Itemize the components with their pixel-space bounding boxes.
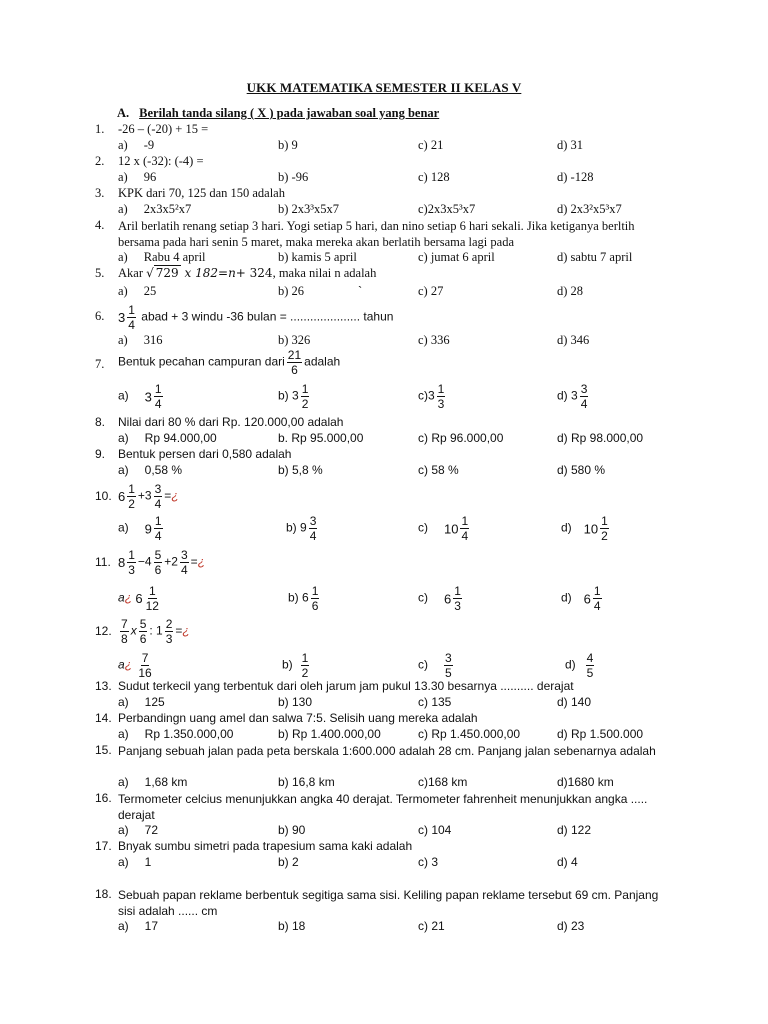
option-b[interactable]: b) 326 bbox=[278, 333, 311, 347]
question-text: Aril berlatih renang setiap 3 hari. Yogi setiap 5 hari, dan nino setiap 6 hari sekali. Jika ketiganya berltih bersama pada hari senin 5 maret, maka mereka akan berlatih bersama lagi pada bbox=[118, 219, 635, 249]
option-c[interactable]: c) 6 $\frac{1}{3}$ bbox=[418, 584, 461, 613]
question-number: 13. bbox=[95, 679, 112, 693]
question-number: 3. bbox=[95, 186, 105, 200]
question-text: Perbandingn uang amel dan salwa 7:5. Selisih uang mereka adalah bbox=[118, 711, 478, 725]
option-c[interactable]: c) 104 bbox=[418, 823, 452, 837]
option-a[interactable]: a¿ 6 $\frac{1}{12}$ bbox=[118, 584, 159, 613]
option-b[interactable]: b) 9 $\frac{3}{4}$ bbox=[286, 514, 317, 543]
option-c[interactable]: c) 3 bbox=[418, 855, 439, 869]
question-text: Bnyak sumbu simetri pada trapesium sama kaki adalah bbox=[118, 839, 413, 853]
option-b[interactable]: b. Rp 95.000,00 bbox=[278, 431, 364, 445]
option-a[interactable]: a) 1 bbox=[118, 855, 152, 869]
option-a[interactable]: a) 2x3x5²x7 bbox=[118, 202, 192, 216]
page-title: UKK MATEMATIKA SEMESTER II KELAS V bbox=[246, 80, 522, 95]
question-text: -26 – (-20) + 15 = bbox=[118, 122, 209, 136]
option-b[interactable]: b) $\frac{1}{2}$ bbox=[282, 651, 309, 680]
option-a[interactable]: a) 72 bbox=[118, 823, 159, 837]
option-d[interactable]: d) 2x3²x5³x7 bbox=[557, 202, 622, 216]
option-c[interactable]: c) $\frac{3}{5}$ bbox=[418, 651, 452, 680]
option-d[interactable]: d) 346 bbox=[557, 333, 590, 347]
question-number: 9. bbox=[95, 447, 106, 461]
option-d[interactable]: d) $\frac{4}{5}$ bbox=[565, 651, 594, 680]
option-a[interactable]: a) 316 bbox=[118, 333, 163, 347]
question-text: Panjang sebuah jalan pada peta berskala 1:600.000 adalah 28 cm. Panjang jalan sebenarnya adalah bbox=[118, 744, 656, 758]
option-d[interactable]: d) Rp 98.000,00 bbox=[557, 431, 644, 445]
option-d[interactable]: d) 31 bbox=[557, 138, 584, 152]
option-c[interactable]: c) Rp 96.000,00 bbox=[418, 431, 504, 445]
option-c[interactable]: c) 21 bbox=[418, 919, 445, 933]
question-number: 2. bbox=[95, 154, 105, 168]
question-number: 18. bbox=[95, 887, 112, 901]
option-d[interactable]: d) 23 bbox=[557, 919, 585, 933]
instruction bbox=[117, 106, 439, 121]
option-a[interactable]: a) 125 bbox=[118, 695, 165, 709]
option-d[interactable]: d) 3 $\frac{3}{4}$ bbox=[557, 382, 588, 411]
option-b[interactable]: b) -96 bbox=[278, 170, 309, 184]
option-b[interactable]: b) 6 $\frac{1}{6}$ bbox=[288, 584, 319, 613]
option-c[interactable]: c) 58 % bbox=[418, 463, 459, 477]
question-number: 10. bbox=[95, 489, 112, 503]
option-b[interactable]: b) 3 $\frac{1}{2}$ bbox=[278, 382, 309, 411]
question-text: 12 x (-32): (-4) = bbox=[118, 154, 204, 168]
question-number: 16. bbox=[95, 791, 112, 805]
option-d[interactable]: d) 140 bbox=[557, 695, 592, 709]
question-text: Akar √ 729 x 182=n+ 324, maka nilai n adalah bbox=[118, 266, 377, 280]
question-text: Bentuk persen dari 0,580 adalah bbox=[118, 447, 292, 461]
option-c[interactable]: c) jumat 6 april bbox=[418, 250, 495, 264]
option-d[interactable]: d)1680 km bbox=[557, 775, 614, 789]
option-d[interactable]: d) 28 bbox=[557, 284, 584, 298]
option-d[interactable]: d) 10 $\frac{1}{2}$ bbox=[561, 514, 608, 543]
option-a[interactable]: a) Rabu 4 april bbox=[118, 250, 206, 264]
question-text: Nilai dari 80 % dari Rp. 120.000,00 adalah bbox=[118, 415, 344, 429]
question-text: Sebuah papan reklame berbentuk segitiga sama sisi. Keliling papan reklame tersebut 69 cm. Panjang sisi adalah ...... cm bbox=[118, 888, 659, 918]
question-number: 11. bbox=[95, 555, 111, 569]
option-c[interactable]: c)3 $\frac{1}{3}$ bbox=[418, 382, 445, 411]
option-c[interactable]: c) 128 bbox=[418, 170, 450, 184]
question-text: Bentuk pecahan campuran dari $\frac{21}{6}$ adalah bbox=[118, 348, 341, 377]
option-d[interactable]: d) -128 bbox=[557, 170, 594, 184]
option-d[interactable]: d) sabtu 7 april bbox=[557, 250, 633, 264]
instruction-label: A. bbox=[117, 106, 130, 120]
option-b[interactable]: b) 130 bbox=[278, 695, 313, 709]
option-d[interactable]: d) Rp 1.500.000 bbox=[557, 727, 644, 741]
option-c[interactable]: c) Rp 1.450.000,00 bbox=[418, 727, 521, 741]
question-expression: $\frac{7}{8}$ x $\frac{5}{6}$ : 1 $\frac{2}{3}$ =¿ bbox=[121, 617, 190, 646]
question-text: 3 $\frac{1}{4}$ abad + 3 windu -36 bulan = ..................... tahun bbox=[118, 303, 394, 332]
option-c[interactable]: c)2x3x5³x7 bbox=[418, 202, 476, 216]
question-expression: 6 $\frac{1}{2}$ +3 $\frac{3}{4}$ =¿ bbox=[118, 482, 179, 511]
option-a[interactable]: a) Rp 94.000,00 bbox=[118, 431, 217, 445]
option-d[interactable]: d) 122 bbox=[557, 823, 592, 837]
option-a[interactable]: a) 25 bbox=[118, 284, 157, 298]
option-b[interactable]: b) kamis 5 april bbox=[278, 250, 357, 264]
option-b[interactable]: b) Rp 1.400.000,00 bbox=[278, 727, 381, 741]
question-number: 8. bbox=[95, 415, 106, 429]
option-a[interactable]: a) 1,68 km bbox=[118, 775, 188, 789]
option-c[interactable]: c) 135 bbox=[418, 695, 452, 709]
option-a[interactable]: a) 9 $\frac{1}{4}$ bbox=[118, 514, 162, 543]
question-number: 1. bbox=[95, 122, 105, 136]
question-text: Termometer celcius menunjukkan angka 40 derajat. Termometer fahrenheit menunjukkan angka ..... derajat bbox=[118, 792, 648, 822]
sqrt-radicand: 729 bbox=[155, 266, 179, 280]
option-b[interactable]: b) 26 ` bbox=[278, 284, 363, 298]
option-a[interactable]: a) 17 bbox=[118, 919, 159, 933]
option-a[interactable]: a) Rp 1.350.000,00 bbox=[118, 727, 234, 741]
question-number: 7. bbox=[95, 357, 105, 371]
option-b[interactable]: b) 2x3³x5x7 bbox=[278, 202, 340, 216]
question-number: 12. bbox=[95, 624, 112, 638]
option-a[interactable]: a) 0,58 % bbox=[118, 463, 183, 477]
option-c[interactable]: c) 10 $\frac{1}{4}$ bbox=[418, 514, 469, 543]
option-a[interactable]: a) -9 bbox=[118, 138, 155, 152]
question-number: 4. bbox=[95, 218, 105, 232]
option-b[interactable]: b) 2 bbox=[278, 855, 299, 869]
option-b[interactable]: b) 90 bbox=[278, 823, 306, 837]
question-number: 14. bbox=[95, 711, 112, 725]
question-text: KPK dari 70, 125 dan 150 adalah bbox=[118, 186, 285, 200]
option-c[interactable]: c) 21 bbox=[418, 138, 444, 152]
option-c[interactable]: c) 27 bbox=[418, 284, 444, 298]
option-c[interactable]: c)168 km bbox=[418, 775, 468, 789]
option-b[interactable]: b) 5,8 % bbox=[278, 463, 323, 477]
question-number: 17. bbox=[95, 839, 112, 853]
question-text: Sudut terkecil yang terbentuk dari oleh jarum jam pukul 13.30 besarnya .......... derajat bbox=[118, 679, 574, 693]
option-b[interactable]: b) 16,8 km bbox=[278, 775, 335, 789]
question-number: 5. bbox=[95, 266, 105, 280]
option-a[interactable]: a) 3 $\frac{1}{4}$ bbox=[118, 382, 162, 411]
option-d[interactable]: d) 4 bbox=[557, 855, 578, 869]
instruction-text: Berilah tanda silang ( X ) pada jawaban soal yang benar bbox=[139, 106, 440, 120]
option-d[interactable]: d) 6 $\frac{1}{4}$ bbox=[561, 584, 601, 613]
option-a[interactable]: a¿ $\frac{7}{16}$ bbox=[118, 651, 152, 680]
option-a[interactable]: a) 96 bbox=[118, 170, 157, 184]
question-number: 6. bbox=[95, 309, 105, 323]
option-b[interactable]: b) 18 bbox=[278, 919, 306, 933]
option-c[interactable]: c) 336 bbox=[418, 333, 450, 347]
question-expression: 8 $\frac{1}{3}$ −4 $\frac{5}{6}$ +2 $\frac{3}{4}$ =¿ bbox=[118, 548, 206, 577]
option-b[interactable]: b) 9 bbox=[278, 138, 298, 152]
option-d[interactable]: d) 580 % bbox=[557, 463, 606, 477]
question-number: 15. bbox=[95, 743, 112, 757]
